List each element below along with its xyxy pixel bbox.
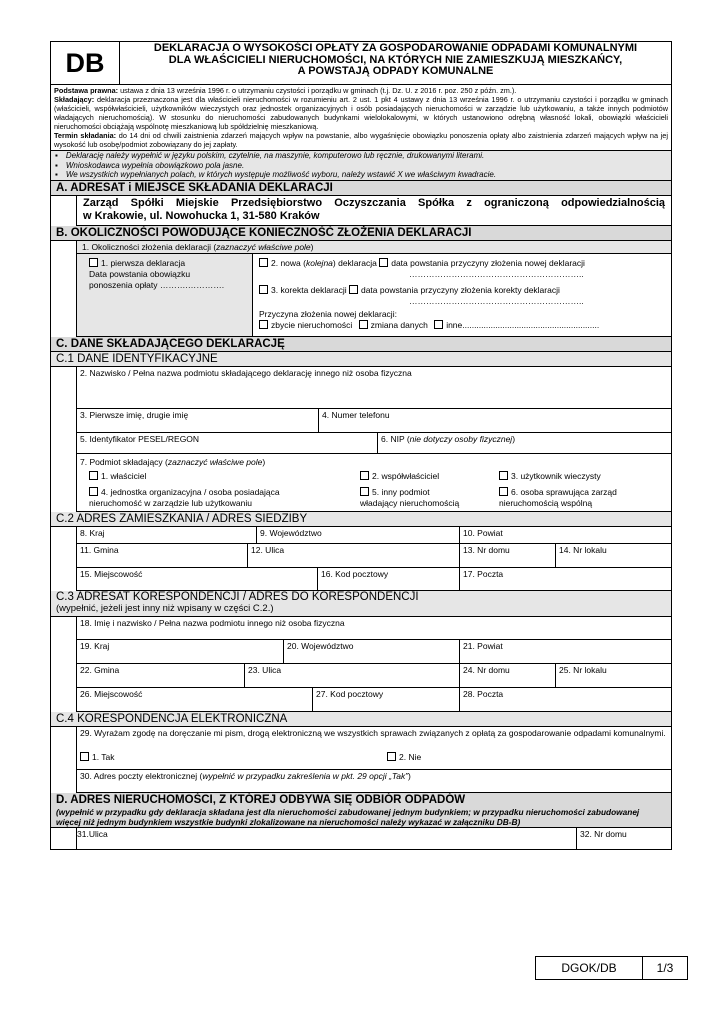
field-29-label: 29. Wyrażam zgodę na doręczanie mi pism, drogą elektroniczną we wszystkich sprawach związanych z opłatą za gospodarowanie odpadami komunalnymi. <box>80 727 666 738</box>
reason-sale-checkbox[interactable] <box>259 320 268 329</box>
field-6-label: 6. NIP ( <box>381 433 410 444</box>
section-d-title: D. ADRES NIERUCHOMOŚCI, Z KTÓREJ ODBYWA SIĘ ODBIÓR ODPADÓW <box>56 793 466 806</box>
field-19-label: 19. Kraj <box>80 640 110 651</box>
field1-label-text: 1. Okoliczności złożenia deklaracji ( <box>82 241 217 252</box>
field-19-country[interactable] <box>77 640 284 663</box>
field-18-name[interactable] <box>77 617 671 639</box>
field-14-label: 14. Nr lokalu <box>559 544 607 555</box>
addressee-line: w Krakowie, ul. Nowohucka 1, 31-580 Kraków <box>83 210 320 223</box>
instruction-item: ▪ We wszystkich wypełnianych polach, w których występuje możliwość wyboru, należy wstawić X we właściwym kwadracie. <box>55 170 667 180</box>
field-26-city[interactable] <box>77 688 313 711</box>
field-6-nip[interactable] <box>378 433 671 453</box>
legal-info <box>51 85 671 151</box>
option-first <box>89 258 224 291</box>
form-title-line: DEKLARACJA O WYSOKOŚCI OPŁATY ZA GOSPODAROWANIE ODPADAMI KOMUNALNYMI <box>153 42 638 54</box>
field-10-county[interactable] <box>460 527 671 543</box>
reason-other-input[interactable]: inne.......................................................... <box>446 319 600 330</box>
field-11-commune[interactable] <box>77 544 248 567</box>
row-f5 <box>76 433 671 454</box>
field-24-label: 24. Nr domu <box>463 664 510 675</box>
new-date-label: data powstania przyczyny złożenia nowej deklaracji <box>391 257 585 268</box>
field-7-close: ) <box>262 456 266 467</box>
field-11-label: 11. Gmina <box>80 544 119 555</box>
option-new <box>259 258 585 280</box>
first-declaration-checkbox[interactable] <box>89 258 98 267</box>
form-title <box>120 42 671 84</box>
field-30-close: ) <box>408 770 411 781</box>
other-entity-checkbox[interactable] <box>360 487 369 496</box>
page-number: 1/3 <box>656 961 674 975</box>
option-new-pre: 2. nowa ( <box>271 257 306 268</box>
consent-no-checkbox[interactable] <box>387 752 396 761</box>
row-f3 <box>76 409 671 433</box>
addressee <box>76 196 671 226</box>
c3-subtitle: (wypełnić, jeżeli jest inny niż wpisany w części C.2.) <box>56 603 274 615</box>
field-15-city[interactable] <box>77 568 318 590</box>
instruction-item: ▪ Deklarację należy wypełnić w języku polskim, czytelnie, na maszynie, komputerowo lub ręcznie, drukowanymi literami. <box>55 151 667 161</box>
new-declaration-checkbox[interactable] <box>259 258 268 267</box>
footer-box <box>535 956 688 980</box>
circumstances-field <box>76 241 671 337</box>
addressee-line: Zarząd Spółki Miejskie Przedsiębiorstwo Oczyszczania Spółka z ograniczoną odpowiedzialnością <box>83 196 665 209</box>
form-code: DB <box>51 42 120 84</box>
section-b-title: B. OKOLICZNOŚCI POWODUJĄCE KONIECZNOŚĆ ZŁOŻENIA DEKLARACJI <box>51 226 671 241</box>
field-7-pre: 7. Podmiot składający ( <box>80 456 168 467</box>
field-16-postal-code[interactable] <box>318 568 460 590</box>
filers-text: deklaracja przeznaczona jest dla właścicieli nieruchomości w rozumieniu art. 2 ust. 1 pkt 4 ustawy z dnia 13 września 1996 r. o utrzymaniu czystości i porządku w gminach (właścicieli, współwłaścicieli, użytkowników wieczystych oraz jednostek organizacyjnych i osób posiadających nieruchomości w zarządzie lub użytkowaniu, a także innych podmiotów władających nieruchomością). W stosunku do nieruchomości zabudowanych budynkami wielolokalowymi, w których ustanowiono odrębną własność lokali, obowiązki właścicieli nieruchomości obciążają wspólnotę mieszkaniową lub spółdzielnię mieszkaniową. <box>54 95 668 131</box>
coowner-label: 2. współwłaściciel <box>372 470 440 481</box>
field-8-country[interactable] <box>77 527 257 543</box>
section-c-title: C. DANE SKŁADAJĄCEGO DEKLARACJĘ <box>51 337 671 352</box>
instruction-item: ▪ Wnioskodawca wypełnia obowiązkowo pola jasne. <box>55 161 667 171</box>
section-d-subtitle: (wypełnić w przypadku gdy deklaracja składana jest dla nieruchomości zabudowanej jednym budynkiem; w przypadku nieruchomości zabudowanej więcej niż jednym budynkiem wszystkie budynki zlokalizowane na nieruchomości należy wykazać w załączniku DB-B) <box>56 806 640 827</box>
other-entity-label: 5. inny podmiot <box>372 486 430 497</box>
field-2-label: 2. Nazwisko / Pełna nazwa podmiotu składającego deklarację innego niż osoba fizyczna <box>80 367 412 378</box>
field-16-label: 16. Kod pocztowy <box>321 568 389 579</box>
field-17-post-office[interactable] <box>460 568 671 590</box>
row-f19 <box>76 640 671 664</box>
field-20-label: 20. Województwo <box>287 640 354 651</box>
reason-other-checkbox[interactable] <box>434 320 443 329</box>
reason-group <box>259 309 599 331</box>
field-21-county[interactable] <box>460 640 671 663</box>
obligation-date-input[interactable]: ponoszenia opłaty ……….…………. <box>89 279 225 290</box>
c3-header <box>51 591 671 617</box>
consent-no <box>387 752 421 763</box>
row-f22 <box>76 664 671 688</box>
field-12-street[interactable] <box>248 544 460 567</box>
section-a-title: A. ADRESAT i MIEJSCE SKŁADANIA DEKLARACJI <box>51 181 671 196</box>
field1-label <box>77 241 671 254</box>
field-27-label: 27. Kod pocztowy <box>316 688 384 699</box>
row-f31 <box>76 828 671 849</box>
correction-date-checkbox[interactable] <box>349 285 358 294</box>
coowner-checkbox[interactable] <box>360 471 369 480</box>
row-f30 <box>76 770 671 793</box>
field-6-hint: nie dotyczy osoby fizycznej <box>409 433 513 444</box>
field-5-pesel[interactable] <box>77 433 378 453</box>
field-6-close: ) <box>512 433 516 444</box>
submitter-org <box>89 487 280 509</box>
field-10-label: 10. Powiat <box>463 527 503 538</box>
consent-yes-checkbox[interactable] <box>80 752 89 761</box>
c2-title: C.2 ADRES ZAMIESZKANIA / ADRES SIEDZIBY <box>51 512 671 527</box>
correction-date-label: data powstania przyczyny złożenia korekty deklaracji <box>360 284 560 295</box>
form-header <box>51 42 671 85</box>
field-20-voivodeship[interactable] <box>284 640 460 663</box>
field-28-label: 28. Poczta <box>463 688 504 699</box>
field-9-voivodeship[interactable] <box>257 527 460 543</box>
field-4-phone[interactable] <box>319 409 671 432</box>
reason-change-label: zmiana danych <box>370 319 428 330</box>
row-f18 <box>76 617 671 640</box>
owner-label: 1. właściciel <box>101 470 147 481</box>
submitter-other <box>360 487 459 509</box>
row-f11 <box>76 544 671 568</box>
field-21-label: 21. Powiat <box>463 640 503 651</box>
field-9-label: 9. Województwo <box>260 527 322 538</box>
org-unit-checkbox[interactable] <box>89 487 98 496</box>
field-25-apartment-no[interactable] <box>556 664 671 687</box>
field-24-house-no[interactable] <box>460 664 556 687</box>
correction-checkbox[interactable] <box>259 285 268 294</box>
manager-label: 6. osoba sprawująca zarząd <box>511 486 617 497</box>
reason-label: Przyczyna złożenia nowej deklaracji: <box>259 308 397 319</box>
row-f2 <box>76 367 671 409</box>
filers-label: Składający: <box>54 95 95 104</box>
field-28-post-office[interactable] <box>460 688 671 711</box>
legal-basis-label: Podstawa prawna: <box>54 86 119 95</box>
perpetual-user-label: 3. użytkownik wieczysty <box>511 470 601 481</box>
field-23-label: 23. Ulica <box>248 664 282 675</box>
field-14-apartment-no[interactable] <box>556 544 671 567</box>
option-correction-label: 3. korekta deklaracji <box>271 284 347 295</box>
form-title-line: A POWSTAJĄ ODPADY KOMUNALNE <box>297 65 494 77</box>
row-f15 <box>76 568 671 591</box>
deadline-label: Termin składania: <box>54 131 117 140</box>
field-7-hint: zaznaczyć właściwe pole <box>167 456 263 467</box>
other-entity-label-2: władający nieruchomością <box>360 497 460 508</box>
instructions <box>51 151 671 181</box>
consent-yes <box>80 752 115 763</box>
c3-title: C.3 ADRESAT KORESPONDENCJI / ADRES DO KORESPONDENCJI <box>56 590 419 603</box>
field-31-street[interactable] <box>77 828 577 849</box>
perpetual-user-checkbox[interactable] <box>499 471 508 480</box>
field-22-label: 22. Gmina <box>80 664 120 675</box>
manager-label-2: nieruchomością wspólną <box>499 497 593 508</box>
correction-date-input[interactable]: …………………………………………………….. <box>409 295 584 306</box>
new-date-input[interactable]: …………………………………………………….. <box>409 268 584 279</box>
legal-basis-text: ustawa z dnia 13 września 1996 r. o utrzymaniu czystości i porządku w gminach (t.j. Dz. U. z 2016 r. poz. 250 z późn. zm.). <box>118 86 517 95</box>
field-27-postal-code[interactable] <box>313 688 460 711</box>
owner-checkbox[interactable] <box>89 471 98 480</box>
field-29-consent <box>76 727 671 770</box>
submitter-owner <box>89 471 146 482</box>
declaration-form <box>50 41 672 850</box>
field-4-label: 4. Numer telefonu <box>322 409 390 420</box>
field-7-label <box>80 457 265 468</box>
row-f26 <box>76 688 671 712</box>
consent-no-label: 2. Nie <box>399 751 422 762</box>
field-13-label: 13. Nr domu <box>463 544 510 555</box>
submitter-manager <box>499 487 617 509</box>
field-3-first-name[interactable] <box>77 409 319 432</box>
submitter-perpetual <box>499 471 601 482</box>
deadline-text: do 14 dni od chwili zaistnienia zdarzeń mających wpływ na powstanie, albo wygaśnięcie obowiązku ponoszenia opłaty albo zaistnienia zdarzeń mających wpływ na jej wysokość lub osobę/podmiot zobowiązany do jej zapłaty. <box>54 131 668 149</box>
manager-checkbox[interactable] <box>499 487 508 496</box>
field-2-name[interactable] <box>77 367 671 408</box>
field-5-label: 5. Identyfikator PESEL/REGON <box>80 433 200 444</box>
field-31-label: 31.Ulica <box>77 828 108 839</box>
field-23-street[interactable] <box>245 664 460 687</box>
option-new-post: ) deklaracja <box>332 257 377 268</box>
field-30-hint: wypełnić w przypadku zakreślenia w pkt. 29 opcji „Tak” <box>202 770 409 781</box>
form-title-line: DLA WŁAŚCICIELI NIERUCHOMOŚCI, NA KTÓRYCH NIE ZAMIESZKUJĄ MIESZKAŃCY, <box>168 53 623 66</box>
field-26-label: 26. Miejscowość <box>80 688 143 699</box>
field-30-email[interactable] <box>77 770 671 792</box>
field-15-label: 15. Miejscowość <box>80 568 143 579</box>
obligation-date-label: Data powstania obowiązku <box>89 268 191 279</box>
consent-yes-label: 1. Tak <box>92 751 115 762</box>
option-first-label: 1. pierwsza deklaracja <box>101 257 186 268</box>
field-7-submitter <box>76 454 671 512</box>
field1-hint: zaznaczyć właściwe pole <box>216 241 311 252</box>
form-id: DGOK/DB <box>536 957 643 979</box>
option-correction <box>259 285 584 307</box>
field-30-label: 30. Adres poczty elektronicznej ( <box>80 770 203 781</box>
new-date-checkbox[interactable] <box>379 258 388 267</box>
field-3-label: 3. Pierwsze imię, drugie imię <box>80 409 189 420</box>
c1-title: C.1 DANE IDENTYFIKACYJNE <box>51 352 671 367</box>
field-18-label: 18. Imię i nazwisko / Pełna nazwa podmiotu innego niż osoba fizyczna <box>80 617 345 628</box>
org-unit-label-2: nieruchomość w zarządzie lub użytkowaniu <box>89 497 252 508</box>
field-32-label: 32. Nr domu <box>580 828 627 839</box>
field-17-label: 17. Poczta <box>463 568 504 579</box>
org-unit-label: 4. jednostka organizacyjna / osoba posiadająca <box>101 486 280 497</box>
field-13-house-no[interactable] <box>460 544 556 567</box>
field-8-label: 8. Kraj <box>80 527 105 538</box>
section-d-header <box>51 793 671 828</box>
option-new-italic: kolejna <box>305 257 333 268</box>
field-22-commune[interactable] <box>77 664 245 687</box>
reason-sale-label: zbycie nieruchomości <box>271 319 353 330</box>
reason-change-checkbox[interactable] <box>359 320 368 329</box>
submitter-coowner <box>360 471 439 482</box>
field-25-label: 25. Nr lokalu <box>559 664 607 675</box>
c4-title: C.4 KORESPONDENCJA ELEKTRONICZNA <box>51 712 671 727</box>
field1-close: ) <box>310 241 314 252</box>
field-32-house-no[interactable] <box>577 828 671 849</box>
row-f8 <box>76 527 671 544</box>
field-12-label: 12. Ulica <box>251 544 285 555</box>
